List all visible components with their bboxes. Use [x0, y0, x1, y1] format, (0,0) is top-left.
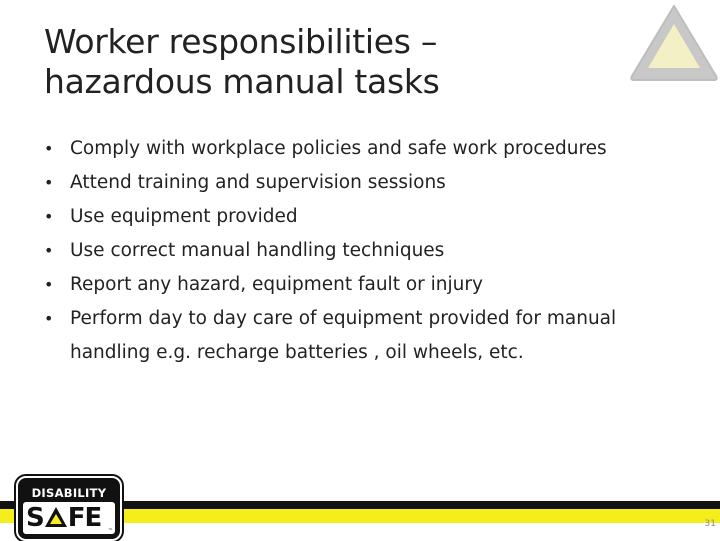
- list-item: [44, 302, 684, 370]
- bullet-icon: •: [44, 275, 54, 294]
- logo-word: [26, 502, 112, 534]
- list-item: [44, 200, 684, 234]
- bullet-icon: •: [44, 309, 54, 328]
- list-item-text: Use equipment provided: [70, 206, 298, 227]
- list-item-text: Attend training and supervision sessions: [70, 172, 446, 193]
- list-item-text: Comply with workplace policies and safe work procedures: [70, 138, 607, 159]
- title-line-2: hazardous manual tasks: [44, 62, 440, 101]
- title-line-1: Worker responsibilities –: [44, 22, 438, 61]
- list-item-text: Use correct manual handling techniques: [70, 240, 445, 261]
- list-item: [44, 166, 684, 200]
- list-item: [44, 234, 684, 268]
- slide-title: [44, 22, 604, 102]
- page-number: 31: [704, 519, 716, 529]
- logo-trademark: ™: [108, 528, 113, 534]
- logo-word-right: FE: [67, 503, 102, 533]
- bullet-icon: •: [44, 173, 54, 192]
- warning-triangle-icon: [628, 0, 720, 86]
- list-item-text: Perform day to day care of equipment provided for manual handling e.g. recharge batteries , oil wheels, etc.: [70, 308, 617, 363]
- logo-top-text: DISABILITY: [31, 486, 107, 500]
- responsibility-list: [44, 132, 684, 370]
- list-item: [44, 268, 684, 302]
- logo-word-left: S: [26, 503, 44, 533]
- list-item-text: Report any hazard, equipment fault or injury: [70, 274, 483, 295]
- logo-wordmark: [23, 502, 115, 534]
- logo-triangle-icon: [44, 506, 68, 528]
- disability-safe-logo: [16, 476, 122, 541]
- bullet-icon: •: [44, 241, 54, 260]
- bullet-icon: •: [44, 207, 54, 226]
- bullet-icon: •: [44, 139, 54, 158]
- list-item: [44, 132, 684, 166]
